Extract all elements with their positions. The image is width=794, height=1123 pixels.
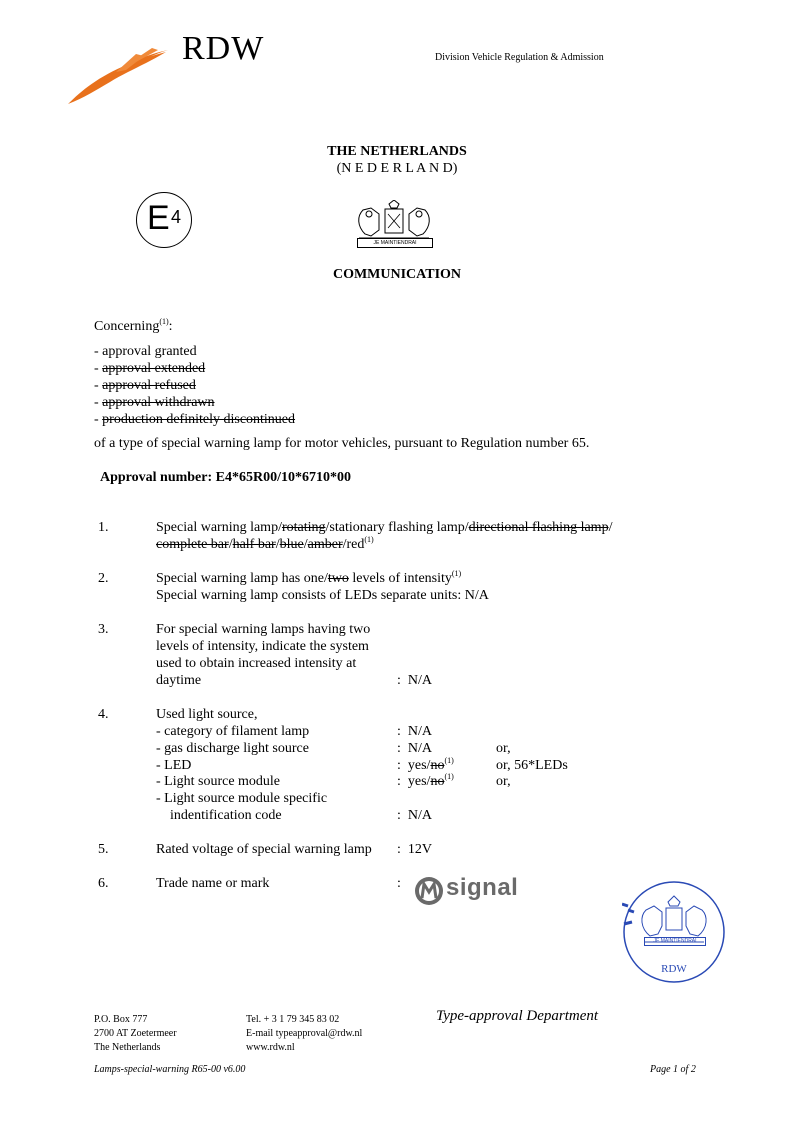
e-mark-number: 4 [171,207,182,227]
country-name: THE NETHERLANDS [327,144,467,159]
status-item: - approval withdrawn [94,395,215,410]
type-sentence: of a type of special warning lamp for motor vehicles, pursuant to Regulation number 65. [94,436,590,451]
status-list [94,343,295,428]
status-item: - approval extended [94,361,206,376]
division-name: Division Vehicle Regulation & Admission [435,52,604,63]
signal-logo-icon [414,876,444,906]
footer-page-number: Page 1 of 2 [650,1064,696,1075]
status-item: - production definitely discontinued [94,412,296,427]
org-name: RDW [182,30,265,67]
approval-number: Approval number: E4*65R00/10*6710*00 [100,470,351,485]
item-3-line-3: used to obtain increased intensity at [156,656,357,671]
e-mark-letter: E [147,199,170,237]
item-3-line-2: levels of intensity, indicate the system [156,639,369,654]
stamp-org: RDW [661,963,687,975]
coat-of-arms [349,200,439,256]
e-mark [136,192,192,248]
doc-title: COMMUNICATION [332,267,462,282]
signal-brand-text: signal [446,874,519,901]
country-native: (N E D E R L A N D) [336,161,458,176]
rdw-stamp [622,880,726,984]
stamp-motto: JE MAINTIENDRAI [644,937,706,946]
footer-contact: Tel. + 3 1 79 345 83 02 E-mail typeapproval@rdw.nl www.rdw.nl [246,1014,363,1053]
crest-motto: JE MAINTIENDRAI [357,238,433,248]
status-item: - approval refused [94,378,196,393]
footer-address: P.O. Box 777 2700 AT Zoetermeer The Netherlands [94,1014,177,1053]
rdw-logo-icon [66,46,176,106]
footer-doc-ref: Lamps-special-warning R65-00 v6.00 [94,1064,246,1075]
footer-department: Type-approval Department [436,1008,599,1024]
item-2-line-2: Special warning lamp consists of LEDs separate units: N/A [156,588,489,603]
concerning-label: Concerning$^{(1)}$: [94,317,173,334]
item-4-row-5: - Light source module specific [156,791,328,806]
item-1-line-2: complete bar/half bar/blue/amber/red$^{(1)}$ [156,535,374,552]
status-item: - approval granted [94,344,197,359]
